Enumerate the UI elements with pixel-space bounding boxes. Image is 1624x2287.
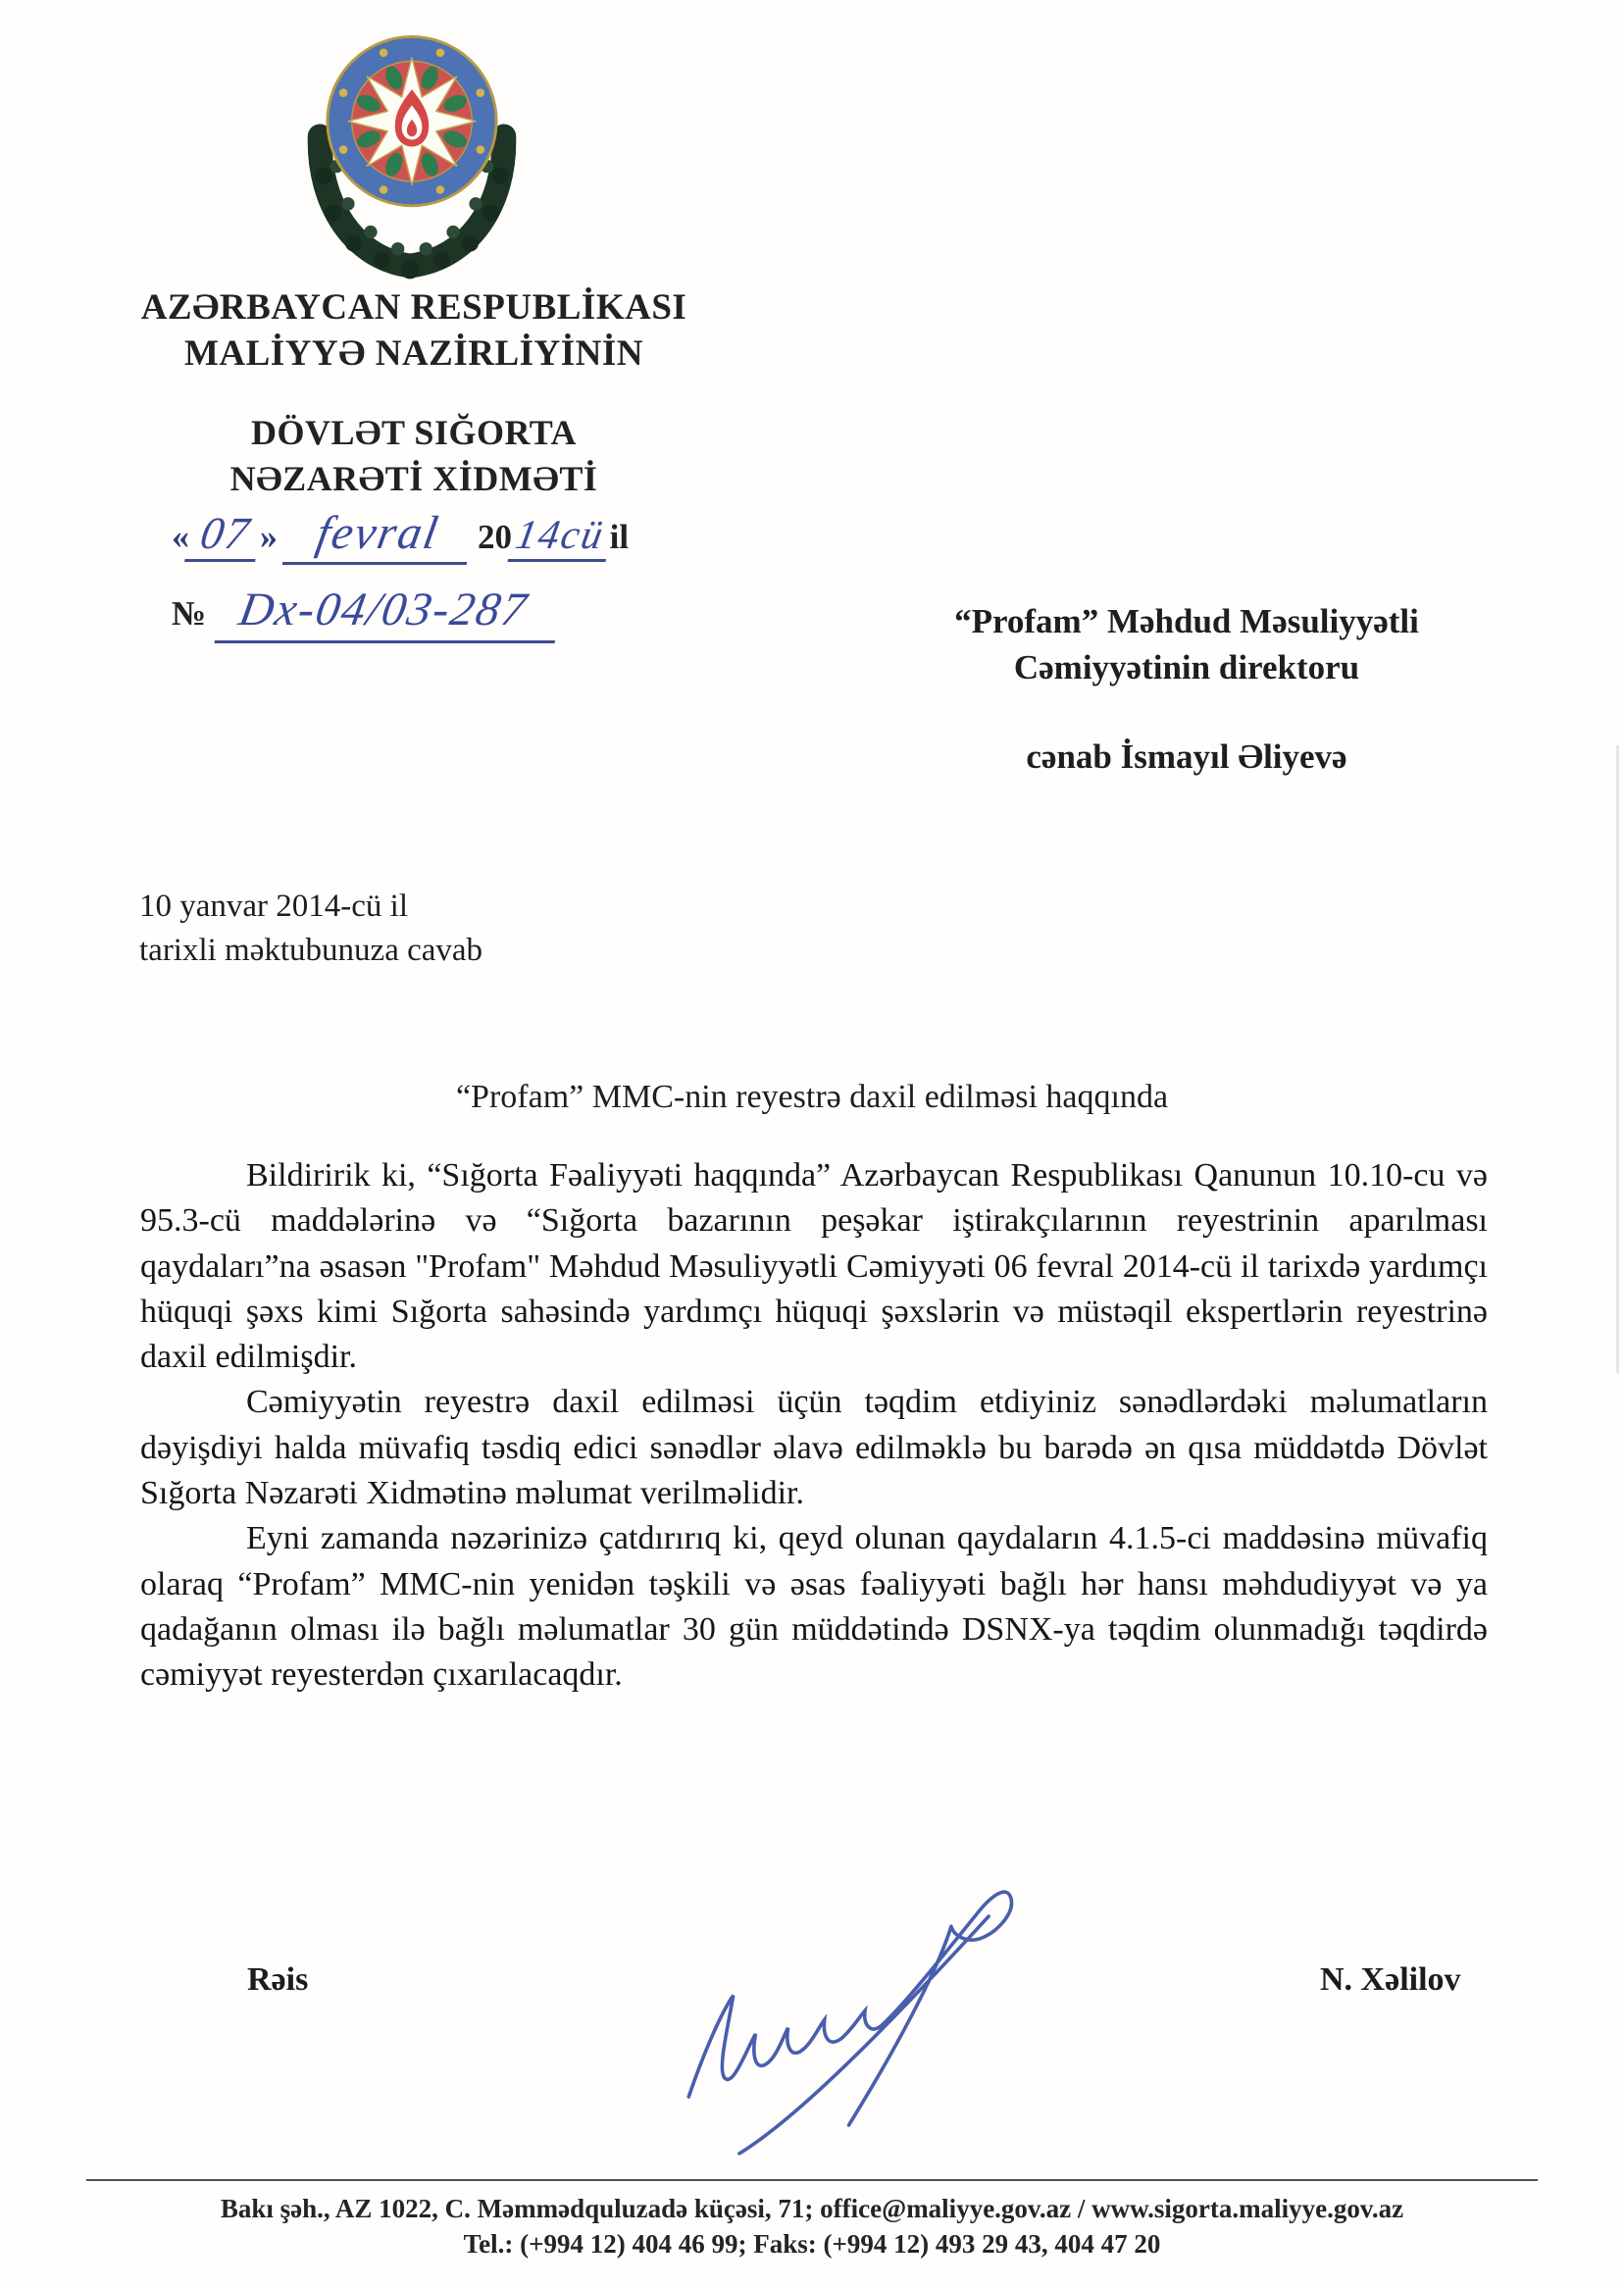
year-suffix: il	[609, 518, 630, 556]
open-guillemet: «	[172, 517, 189, 556]
reference-block	[139, 885, 482, 973]
reference-line1: 10 yanvar 2014-cü il	[139, 889, 409, 924]
subject-line: “Profam” MMC-nin reyestrə daxil edilməsi haqqında	[455, 1079, 1169, 1115]
dept-line-1: DÖVLƏT SIĞORTA	[250, 413, 578, 452]
handwritten-number: Dx-04/03-287	[215, 583, 566, 643]
addressee-company-line2: Cəmiyyətinin direktoru	[1013, 648, 1360, 686]
number-sign: №	[172, 594, 207, 633]
letter-number-line	[172, 583, 560, 643]
signer-title: Rəis	[247, 1961, 309, 1998]
close-guillemet: »	[260, 517, 278, 556]
letterhead-footer	[86, 2179, 1538, 2262]
handwritten-signature	[637, 1854, 1089, 2158]
body-paragraph-3: Eyni zamanda nəzərinizə çatdırırıq ki, qeyd olunan qaydaların 4.1.5-ci maddəsinə müvafiq olaraq “Profam” MMC-nin yenidən təşkili və əsas fəaliyyəti bağlı hər hansı məhdudiyyət və ya qadağanın olması ilə bağlı məlumatlar 30 gün müddətində DSNX-ya təqdim olunmadığı təqdirdə cəmiyyət reyesterdən çıxarılacaqdır.	[140, 1520, 1488, 1694]
footer-phones: Tel.: (+994 12) 404 46 99; Faks: (+994 12) 493 29 43, 404 47 20	[463, 2229, 1161, 2259]
year-prefix: 20	[477, 518, 512, 556]
addressee-person: cənab İsmayıl Əliyevə	[1026, 737, 1347, 776]
azerbaijan-state-emblem-icon	[289, 25, 534, 288]
reference-line2: tarixli məktubunuza cavab	[139, 933, 483, 968]
handwritten-year: 14cü	[507, 512, 614, 562]
org-line-1: AZƏRBAYCAN RESPUBLİKASI	[140, 287, 687, 328]
handwritten-month: fevral	[282, 506, 478, 565]
org-line-2: MALİYYƏ NAZİRLİYİNİN	[183, 333, 644, 374]
body-paragraph-2: Cəmiyyətin reyestrə daxil edilməsi üçün təqdim etdiyiniz sənədlərdəki məlumatların dəyişdiyi halda müvafiq təsdiq edici sənədlər əlavə edilməklə bu barədə ən qısa müddətdə Dövlət Sığorta Nəzarəti Xidmətinə məlumat verilməlidir.	[140, 1384, 1488, 1512]
department-header	[59, 410, 769, 502]
ministry-header	[59, 284, 769, 377]
dept-line-2: NƏZARƏTİ XİDMƏTİ	[229, 459, 598, 498]
addressee-company-line1: “Profam” Məhdud Məsuliyyətli	[954, 602, 1419, 640]
signer-name: N. Xəlilov	[1320, 1961, 1461, 1998]
footer-address: Bakı şəh., AZ 1022, C. Məmmədquluzadə küçəsi, 71; office@maliyye.gov.az / www.sigorta.maliyye.gov.az	[220, 2194, 1404, 2223]
addressee-block	[897, 598, 1476, 780]
letter-date-line	[172, 506, 629, 565]
handwritten-day: 07	[184, 507, 265, 562]
body-paragraph-1: Bildiririk ki, “Sığorta Fəaliyyəti haqqında” Azərbaycan Respublikası Qanunun 10.10-cu və 95.3-cü maddələrinə və “Sığorta bazarının peşəkar iştirakçılarının reyestrinin aparılması qaydaları”na əsasən "Profam" Məhdud Məsuliyyətli Cəmiyyəti 06 fevral 2014-cü il tarixdə yardımçı hüquqi şəxs kimi Sığorta sahəsində yardımçı hüquqi şəxslərin və müstəqil ekspertlərin reyestrinə daxil edilmişdir.	[140, 1157, 1488, 1376]
scan-artifact	[1616, 745, 1619, 1373]
letter-body	[140, 1153, 1488, 1699]
